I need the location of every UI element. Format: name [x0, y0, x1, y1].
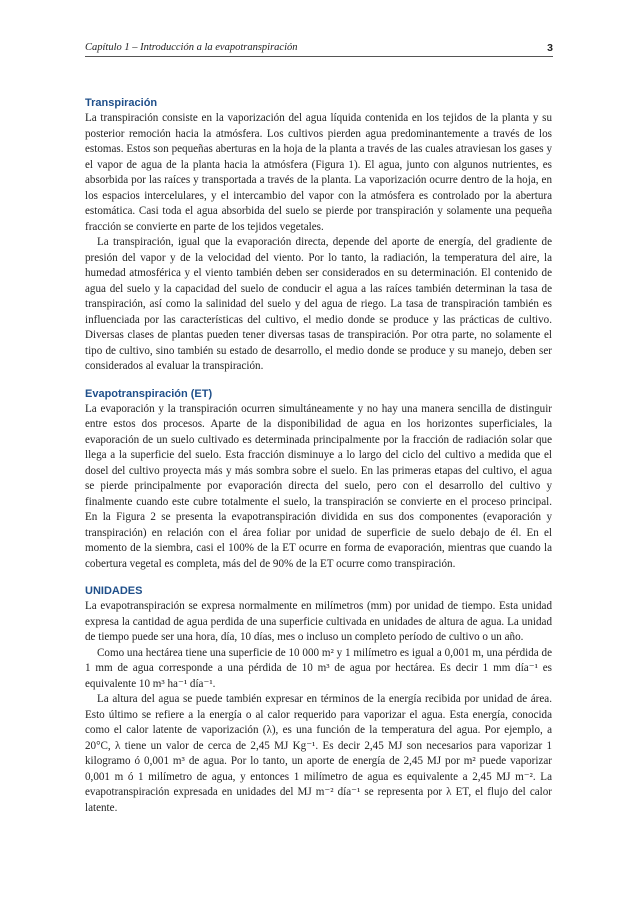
paragraph: La altura del agua se puede también expresar en términos de la energía recibida por unidad de área. Esto último se refiere a la energía o al calor requerido para vaporizar el agua. Esta energía, conocida como el calor latente de vaporización (λ), es una función de la temperatura del agua. Por ejemplo, a 20°C, λ tiene un valor de cerca de 2,45 MJ Kg⁻¹. Es decir 2,45 MJ son necesarios para vaporizar 1 kilogramo ó 0,001 m³ de agua. Por lo tanto, un aporte de energía de 2,45 MJ por m² puede vaporizar 0,001 m ó 1 milímetro de agua, y entonces 1 milímetro de agua es equivalente a 2,45 MJ m⁻². La evapotranspiración expresada en unidades del MJ m⁻² día⁻¹ se representa por λ ET, el flujo del calor latente.	[85, 693, 552, 814]
paragraph: La evapotranspiración se expresa normalmente en milímetros (mm) por unidad de tiempo. Esta unidad expresa la cantidad de agua perdida de una superficie cultivada en unidades de altura de agua. La unidad de tiempo puede ser una hora, día, 10 días, mes o incluso un completo período de cultivo o un año.	[85, 600, 552, 643]
running-header	[85, 42, 553, 57]
page-body	[85, 96, 552, 816]
paragraph: La transpiración consiste en la vaporización del agua líquida contenida en los tejidos de la planta y su posterior remoción hacia la atmósfera. Los cultivos pierden agua predominantemente a través de los estomas. Estos son pequeñas aberturas en la hoja de la planta a través de las cuales atraviesan los gases y el vapor de agua de la planta hacia la atmósfera (Figura 1). El agua, junto con algunos nutrientes, es absorbida por las raíces y transportada a través de la planta. La vaporización ocurre dentro de la hoja, en los espacios intercelulares, y el intercambio del vapor con la atmósfera es controlado por la abertura estomática. Casi toda el agua absorbida del suelo se pierde por transpiración y solamente una pequeña fracción se convierte en parte de los tejidos vegetales.	[85, 112, 552, 233]
paragraph: La evaporación y la transpiración ocurren simultáneamente y no hay una manera sencilla de distinguir entre estos dos procesos. Aparte de la disponibilidad de agua en los horizontes superficiales, la evaporación de un suelo cultivado es determinada principalmente por la fracción de radiación solar que llega a la superficie del suelo. Esta fracción disminuye a lo largo del ciclo del cultivo a medida que el dosel del cultivo proyecta más y más sombra sobre el suelo. En las primeras etapas del cultivo, el agua se pierde principalmente por evaporación directa del suelo, pero con el desarrollo del cultivo y finalmente cuando este cubre totalmente el suelo, la transpiración se convierte en el proceso principal. En la Figura 2 se presenta la evapotranspiración dividida en sus dos componentes (evaporación y transpiración) en relación con el área foliar por unidad de superficie de suelo debajo de él. En el momento de la siembra, casi el 100% de la ET ocurre en forma de evaporación, mientras que cuando la cobertura vegetal es completa, más del de 90% de la ET ocurre como transpiración.	[85, 402, 552, 570]
section-transpiracion	[85, 96, 552, 375]
paragraph: Como una hectárea tiene una superficie de 10 000 m² y 1 milímetro es igual a 0,001 m, una pérdida de 1 mm de agua corresponde a una pérdida de 10 m³ de agua por hectárea. Es decir 1 mm día⁻¹ es equivalente 10 m³ ha⁻¹ día⁻¹.	[85, 646, 552, 690]
section-unidades	[85, 584, 552, 816]
running-title: Capítulo 1 – Introducción a la evapotranspiración	[85, 42, 298, 53]
paragraph: La transpiración, igual que la evaporación directa, depende del aporte de energía, del gradiente de presión del vapor y de la velocidad del viento. Por lo tanto, la radiación, la temperatura del aire, la humedad atmosférica y el viento también deben ser considerados en su determinación. El contenido de agua del suelo y la capacidad del suelo de conducir el agua a las raíces también determinan la tasa de transpiración, así como la salinidad del suelo y del agua de riego. La tasa de transpiración también es influenciada por las características del cultivo, el medio donde se produce y las prácticas de cultivo. Diversas clases de plantas pueden tener diversas tasas de transpiración. Por otra parte, no solamente el tipo de cultivo, sino también su estado de desarrollo, el medio donde se produce y su manejo, deben ser considerados al evaluar la transpiración.	[85, 236, 552, 372]
section-heading: Transpiración	[85, 97, 158, 109]
section-evapotranspiracion	[85, 387, 552, 573]
page-number: 3	[547, 42, 553, 54]
section-heading: UNIDADES	[85, 585, 143, 597]
section-heading: Evapotranspiración (ET)	[85, 387, 213, 400]
